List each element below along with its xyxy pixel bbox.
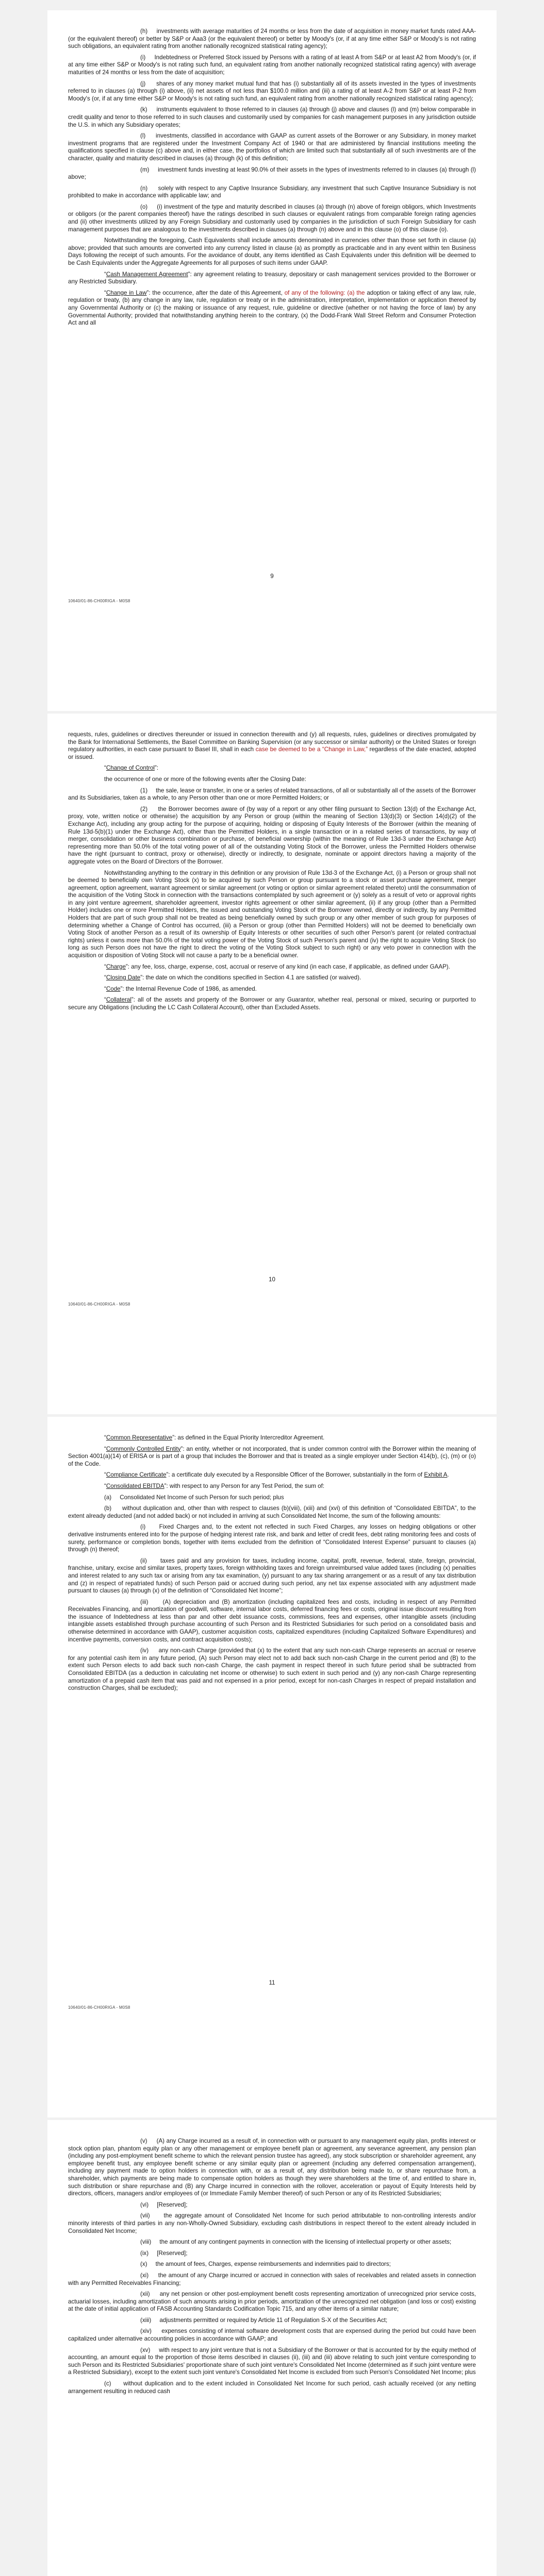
definition-commonly-controlled-entity: “Commonly Controlled Entity”: an entity, whether or not incorporated, that is under common control with the Borrower within the meaning of Section 4001(a)(14) of ERISA or is part of a group that includes the Borrower and that is treated as a single employer under Section 414(b), (c), (m) or (o) of the Code. bbox=[68, 1445, 476, 1467]
clause-i: (i) Indebtedness or Preferred Stock issued by Persons with a rating of at least A from S&P or at least A2 from Moody's (or, if at any time either S&P or Moody's is not rating such fund, an equivalent rating from another nationally recognized statistical rating agency) with average maturities of 24 months or less from the date of acquisition; bbox=[68, 54, 476, 76]
clause-n: (n) solely with respect to any Captive Insurance Subsidiary, any investment that such Captive Insurance Subsidiary is not prohibited to make in accordance with applicable law; and bbox=[68, 184, 476, 199]
document-id: 10640/01-86-CH00RIGA - M0S8 bbox=[68, 599, 130, 603]
defined-term: Change of Control bbox=[106, 765, 155, 772]
defined-term: Code bbox=[106, 985, 121, 992]
clause-b-viii: (viii) the amount of any contingent payments in connection with the licensing of intellectual property or other assets; bbox=[140, 2239, 452, 2246]
defined-term: Change in Law bbox=[106, 289, 147, 296]
definition-closing-date: “Closing Date”: the date on which the conditions specified in Section 4.1 are satisfied (or waived). bbox=[104, 974, 361, 981]
defined-term: Consolidated EBITDA bbox=[106, 1482, 164, 1489]
clause-b-iv: (iv) any non-cash Charge (provided that (x) to the extent that any such non-cash Charge represents an accrual or reserve for any potential cash item in any future period, (A) such Person may elect not to add back such non-cash Charge in the current period and (B) to the extent such Person elects to add back such non-cash Charge, the cash payment in respect thereof in such future period shall be subtracted from Consolidated EBITDA (as a deduction in calculating net income or otherwise) to such extent in such period and (y) any non-cash Charge representing amortization of a prepaid cash item that was paid and not expensed in a prior period, except for non-cash Charges in respect of prepaid installation and construction Charges, shall be excluded); bbox=[68, 1647, 476, 1692]
document-page-9 bbox=[47, 10, 497, 711]
clause-b-ii: (ii) taxes paid and any provision for taxes, including income, capital, profit, revenue, federal, state, foreign, provincial, franchise, unitary, excise and similar taxes, property taxes, foreign withholding taxes and foreign unreimbursed value added taxes (including (x) penalties and interest related to any such tax or arising from any tax examination, (y) pursuant to any tax sharing arrangement or as a result of any tax distribution and (z) in respect of repatriated funds) of such Person paid or accrued during such period, any net tax expense associated with any adjustment made pursuant to clauses (a) through (x) of the definition of “Consolidated Net Income”; bbox=[68, 1557, 476, 1595]
revised-text: of any of the following: (a) the bbox=[284, 289, 365, 296]
clause-k: (k) instruments equivalent to those referred to in clauses (a) through (j) above and clauses (l) and (m) below comparable in credit quality and tenor to those referred to in such clauses and customarily used by companies for cash management purposes in any jurisdiction outside the U.S. in which any Subsidiary operates; bbox=[68, 106, 476, 128]
defined-term: Commonly Controlled Entity bbox=[106, 1445, 181, 1452]
clause-b-v: (v) (A) any Charge incurred as a result of, in connection with or pursuant to any management equity plan, profits interest or stock option plan, phantom equity plan or any other management or employee benefit plan or agreement, any severance agreement, any pension plan (including any post-employment benefit scheme to which the relevant pension trustee has agreed), any stock subscription or shareholder agreement, any employee benefit trust, any employee benefit scheme or any similar equity plan or agreement (including any deferred compensation arrangement), including any payment made to option holders in connection with, or as a result of, any distribution being made to, or share repurchase from, a shareholder, which payments are being made to compensate option holders as though they were shareholders at the time of, and entitled to share in, such distribution or share repurchase and (B) any Charge incurred in connection with the rollover, acceleration or payout of Equity Interests held by directors, officers, managers and/or employees of (or Immediate Family Member thereof) of such Person or any of its Restricted Subsidiaries; bbox=[68, 2138, 476, 2197]
page-number: 9 bbox=[270, 573, 274, 580]
clause-b-x: (x) the amount of fees, Charges, expense reimbursements and indemnities paid to directors; bbox=[140, 2261, 391, 2268]
definition-cash-management-agreement: “Cash Management Agreement”: any agreement relating to treasury, depositary or cash management services provided to the Borrower or any Restricted Subsidiary. bbox=[68, 270, 476, 285]
clause-b-iii: (iii) (A) depreciation and (B) amortization (including capitalized fees and costs, including in respect of any Permitted Receivables Financing, and amortization of goodwill, software, internal labor costs, deferred financing fees or costs, original issue discount resulting from the issuance of Indebtedness at less than par and other debt issuance costs, commissions, fees and expenses, other intangible assets (including intangible assets established through purchase accounting of such Person and its Restricted Subsidiaries for such period on a consolidated basis and otherwise determined in accordance with GAAP), customer acquisition costs, capitalized expenditures (including Capitalized Software Expenditures) and incentive payments, conversion costs, and contract acquisition costs); bbox=[68, 1598, 476, 1643]
definition-consolidated-ebitda: “Consolidated EBITDA”: with respect to any Person for any Test Period, the sum of: bbox=[104, 1482, 325, 1489]
page-number: 11 bbox=[269, 1979, 275, 1986]
clause-c: (c) without duplication and to the extent included in Consolidated Net Income for such period, cash actually received (or any netting arrangement resulting in reduced cash bbox=[68, 2380, 476, 2395]
defined-term: Collateral bbox=[106, 996, 131, 1004]
revised-text: case be deemed to be a “Change in Law,” bbox=[255, 746, 368, 753]
clause-j: (j) shares of any money market mutual fund that has (i) substantially all of its assets invested in the types of investments referred to in clauses (a) through (i) above, (ii) net assets of not less than $100.0 million and (iii) a rating of at least A-2 from S&P or at least P-2 from Moody's (or, if at any time either S&P or Moody's is not rating such fund, an equivalent rating from another nationally recognized statistical rating agency); bbox=[68, 80, 476, 102]
definition-text: adoption or taking effect of any law, rule, regulation or treaty, (b) any change in any law, rule, regulation or treaty or in the administration, interpretation, implementation or application thereof by any Governmental Authority or (c) the making or issuance of any request, rule, guideline or directive (whether or not having the force of law) by any Governmental Authority; provided that notwithstanding anything herein to the contrary, (x) the Dodd-Frank Wall Street Reform and Consumer Protection Act and all bbox=[68, 289, 476, 327]
clause-o: (o) (i) investment of the type and maturity described in clauses (a) through (n) above of foreign obligors, which Investments or obligors (or the parent companies thereof) have the ratings described in such clauses or equivalent ratings from comparable foreign rating agencies and (ii) other investments utilized by any Foreign Subsidiary and customarily used by companies in the jurisdiction of such Foreign Subsidiary for cash management purposes that are analogous to the investments described in clauses (a) through (n) above and in this clause (o) of this clause (o). bbox=[68, 203, 476, 233]
defined-term: Charge bbox=[106, 963, 126, 970]
clause-b-xiv: (xiv) expenses consisting of internal software development costs that are expensed during the period but could have been capitalized under alternative accounting policies in accordance with GAAP; and bbox=[68, 2328, 476, 2343]
clause-m: (m) investment funds investing at least 90.0% of their assets in the types of investments referred to in clauses (a) through (l) above; bbox=[68, 166, 476, 181]
clause-b-ix: (ix) [Reserved]; bbox=[140, 2249, 188, 2257]
clause-b: (b) without duplication and, other than with respect to clauses (b)(viii), (xiii) and (xvi) of this definition of “Consolidated EBITDA”, to the extent already deducted (and not added back) or not included in arriving at such Consolidated Net Income, the sum of the following amounts: bbox=[68, 1505, 476, 1519]
paragraph-intro: the occurrence of one or more of the following events after the Closing Date: bbox=[104, 775, 306, 783]
document-id: 10640/01-86-CH00RIGA - M0S8 bbox=[68, 1302, 130, 1307]
document-id: 10640/01-86-CH00RIGA - M0S8 bbox=[68, 2005, 130, 2010]
definition-compliance-certificate: “Compliance Certificate”: a certificate duly executed by a Responsible Officer of the Borrower, substantially in the form of Exhibit A. bbox=[104, 1471, 449, 1479]
clause-h: (h) investments with average maturities of 24 months or less from the date of acquisition in money market funds rated AAA- (or the equivalent thereof) or better by S&P or Aaa3 (or the equivalent thereof) or better by Moody's (or, if at any time either S&P or Moody's is not rating such obligations, an equivalent rating from another nationally recognized statistical rating agency); bbox=[68, 28, 476, 50]
document-page-11 bbox=[47, 1417, 497, 2117]
clause-a: (a) Consolidated Net Income of such Person for such period; plus bbox=[104, 1494, 284, 1501]
definition-change-of-control: “Change of Control”: bbox=[104, 765, 159, 772]
document-page-10 bbox=[47, 714, 497, 1414]
clause-2: (2) the Borrower becomes aware of (by way of a report or any other filing pursuant to Section 13(d) of the Exchange Act, proxy, vote, written notice or otherwise) the acquisition by any Person or group (within the meaning of Section 13(d)(3) or Section 14(d)(2) of the Exchange Act), including any group acting for the purpose of acquiring, holding or disposing of Equity Interests of the Borrower (within the meaning of Rule 13d-5(b)(1) under the Exchange Act), other than the Permitted Holders, in a single transaction or in a related series of transactions, by way of merger, consolidation or other business combination or purchase, of beneficial ownership (within the meaning of Rule 13d-3 under the Exchange Act) representing more than 50.0% of the total voting power of all of the outstanding Voting Stock of the Borrower, unless the Permitted Holders otherwise have the right (pursuant to contract, proxy or otherwise), directly or indirectly, to designate, nominate or appoint directors having a majority of the aggregate votes on the Board of Directors of the Borrower. bbox=[68, 805, 476, 865]
clause-b-xi: (xi) the amount of any Charge incurred or accrued in connection with sales of receivables and related assets in connection with any Permitted Receivables Financing; bbox=[68, 2272, 476, 2286]
paragraph-notwithstanding: Notwithstanding anything to the contrary in this definition or any provision of Rule 13d-3 of the Exchange Act, (i) a Person or group shall not be deemed to beneficially own Voting Stock (x) to be acquired by such Person or group pursuant to a stock or asset purchase agreement, merger agreement, option agreement, warrant agreement or similar agreement (or voting or option or similar agreement related thereto) until the consummation of the acquisition of the Voting Stock in connection with the transactions contemplated by such agreement or (y) solely as a result of veto or approval rights in any joint venture agreement, shareholder agreement, investor rights agreement or other similar agreement, (ii) if any group (other than a Permitted Holder) includes one or more Permitted Holders, the issued and outstanding Voting Stock of the Borrower owned, directly or indirectly, by any Permitted Holders that are part of such group shall not be treated as being beneficially owned by such group or any other member of such group for purposes of determining whether a Change of Control has occurred, (iii) a Person or group (other than Permitted Holders) will not be deemed to beneficially own Voting Stock of another Person as a result of its ownership of Equity Interests or other securities of such other Person's parent (or related contractual rights) unless it owns more than 50.0% of the total voting power of the Voting Stock of such Person's parent and (iv) the right to acquire Voting Stock (so long as such Person does not have the right to direct the voting of the Voting Stock subject to such right) or any veto power in connection with the acquisition or disposition of Voting Stock will not cause a party to be a beneficial owner. bbox=[68, 869, 476, 959]
clause-l: (l) investments, classified in accordance with GAAP as current assets of the Borrower or any Subsidiary, in money market investment programs that are registered under the Investment Company Act of 1940 or that are administered by financial institutions meeting the qualifications specified in clause (c) above and, in either case, the portfolios of which are limited such that substantially all of such investments are of the character, quality and maturity described in clauses (a) through (k) of this definition; bbox=[68, 132, 476, 162]
definition-text: : any agreement relating to treasury, depositary or cash management services provided to the Borrower or any Restricted Subsidiary. bbox=[68, 270, 476, 285]
clause-b-xv: (xv) with respect to any joint venture that is not a Subsidiary of the Borrower or that is accounted for by the equity method of accounting, an amount equal to the proportion of those items described in clauses (ii), (iii) and (iii) above relating to such joint venture corresponding to such Person and its Restricted Subsidiaries' proportionate share of such joint venture's Consolidated Net Income (determined as if such joint venture were a Restricted Subsidiary), except to the extent such joint venture's Consolidated Net Income is excluded from such Person's Consolidated Net Income; plus bbox=[68, 2346, 476, 2376]
clause-1: (1) the sale, lease or transfer, in one or a series of related transactions, of all or substantially all of the assets of the Borrower and its Subsidiaries, taken as a whole, to any Person other than one or more Permitted Holders; or bbox=[68, 787, 476, 802]
clause-b-xiii: (xiii) adjustments permitted or required by Article 11 of Regulation S-X of the Securities Act; bbox=[140, 2316, 388, 2324]
document-page-12 bbox=[47, 2120, 497, 2576]
exhibit-reference: Exhibit A bbox=[424, 1471, 448, 1479]
clause-b-vi: (vi) [Reserved]; bbox=[140, 2201, 188, 2208]
definition-code: “Code”: the Internal Revenue Code of 1986, as amended. bbox=[104, 985, 257, 992]
defined-term: Compliance Certificate bbox=[106, 1471, 167, 1479]
defined-term: Common Representative bbox=[106, 1434, 173, 1441]
definition-change-in-law: “Change in Law”: the occurrence, after the date of this Agreement, of any of the following: (a) the adoption or taking effect of any law, rule, regulation or treaty, (b) any change in any law, rule, regulation or treaty or in the administration, interpretation, implementation or application thereof by any Governmental Authority or (c) the making or issuance of any request, rule, guideline or directive (whether or not having the force of law) by any Governmental Authority; provided that notwithstanding anything herein to the contrary, (x) the Dodd-Frank Wall Street Reform and Consumer Protection Act and all bbox=[68, 289, 476, 327]
paragraph-notwithstanding: Notwithstanding the foregoing, Cash Equivalents shall include amounts denominated in currencies other than those set forth in clause (a) above; provided that such amounts are converted into any currency listed in clause (a) as promptly as practicable and in any event within ten Business Days following the receipt of such amounts. For the avoidance of doubt, any items identified as Cash Equivalents under this definition will be deemed to be Cash Equivalents under the Aggregate Agreements for all purposes of such items under GAAP. bbox=[68, 237, 476, 267]
definition-collateral: “Collateral”: all of the assets and property of the Borrower or any Guarantor, whether real, personal or mixed, securing or purported to secure any Obligations (including the LC Cash Collateral Account), other than Excluded Assets. bbox=[68, 996, 476, 1011]
clause-b-i: (i) Fixed Charges and, to the extent not reflected in such Fixed Charges, any losses on hedging obligations or other derivative instruments entered into for the purpose of hedging interest rate risk, and bank and letter of credit fees, debt rating monitoring fees and costs of surety, performance or completion bonds, together with items excluded from the definition of “Consolidated Interest Expense” pursuant to clauses (a) through (n) thereof; bbox=[68, 1523, 476, 1553]
page-number: 10 bbox=[269, 1276, 275, 1283]
clause-b-vii: (vii) the aggregate amount of Consolidated Net Income for such period attributable to non-controlling interests and/or minority interests of third parties in any non-Wholly-Owned Subsidiary, excluding cash distributions in respect thereof to the extent already included in Consolidated Net Income; bbox=[68, 2212, 476, 2234]
definition-text: : the occurrence, after the date of this Agreement, bbox=[149, 289, 285, 296]
definition-charge: “Charge”: any fee, loss, charge, expense, cost, accrual or reserve of any kind (in each case, if applicable, as defined under GAAP). bbox=[104, 963, 450, 970]
defined-term: Closing Date bbox=[106, 974, 141, 981]
definition-common-representative: “Common Representative”: as defined in the Equal Priority Intercreditor Agreement. bbox=[104, 1434, 325, 1441]
paragraph-continuation: requests, rules, guidelines or directives thereunder or issued in connection therewith and (y) all requests, rules, guidelines or directives promulgated by the Bank for International Settlements, the Basel Committee on Banking Supervision (or any successor or similar authority) or the United States or foreign regulatory authorities, in each case pursuant to Basel III, shall in each case be deemed to be a “Change in Law,” regardless of the date enacted, adopted or issued. bbox=[68, 731, 476, 760]
clause-b-xii: (xii) any net pension or other post-employment benefit costs representing amortization of unrecognized prior service costs, actuarial losses, including amortization of such amounts arising in prior periods, amortization of the unrecognized net obligation (and loss or cost) existing at the date of initial application of FASB Accounting Standards Codification Topic 715, and any other items of a similar nature; bbox=[68, 2291, 476, 2313]
defined-term: Cash Management Agreement bbox=[106, 270, 188, 278]
